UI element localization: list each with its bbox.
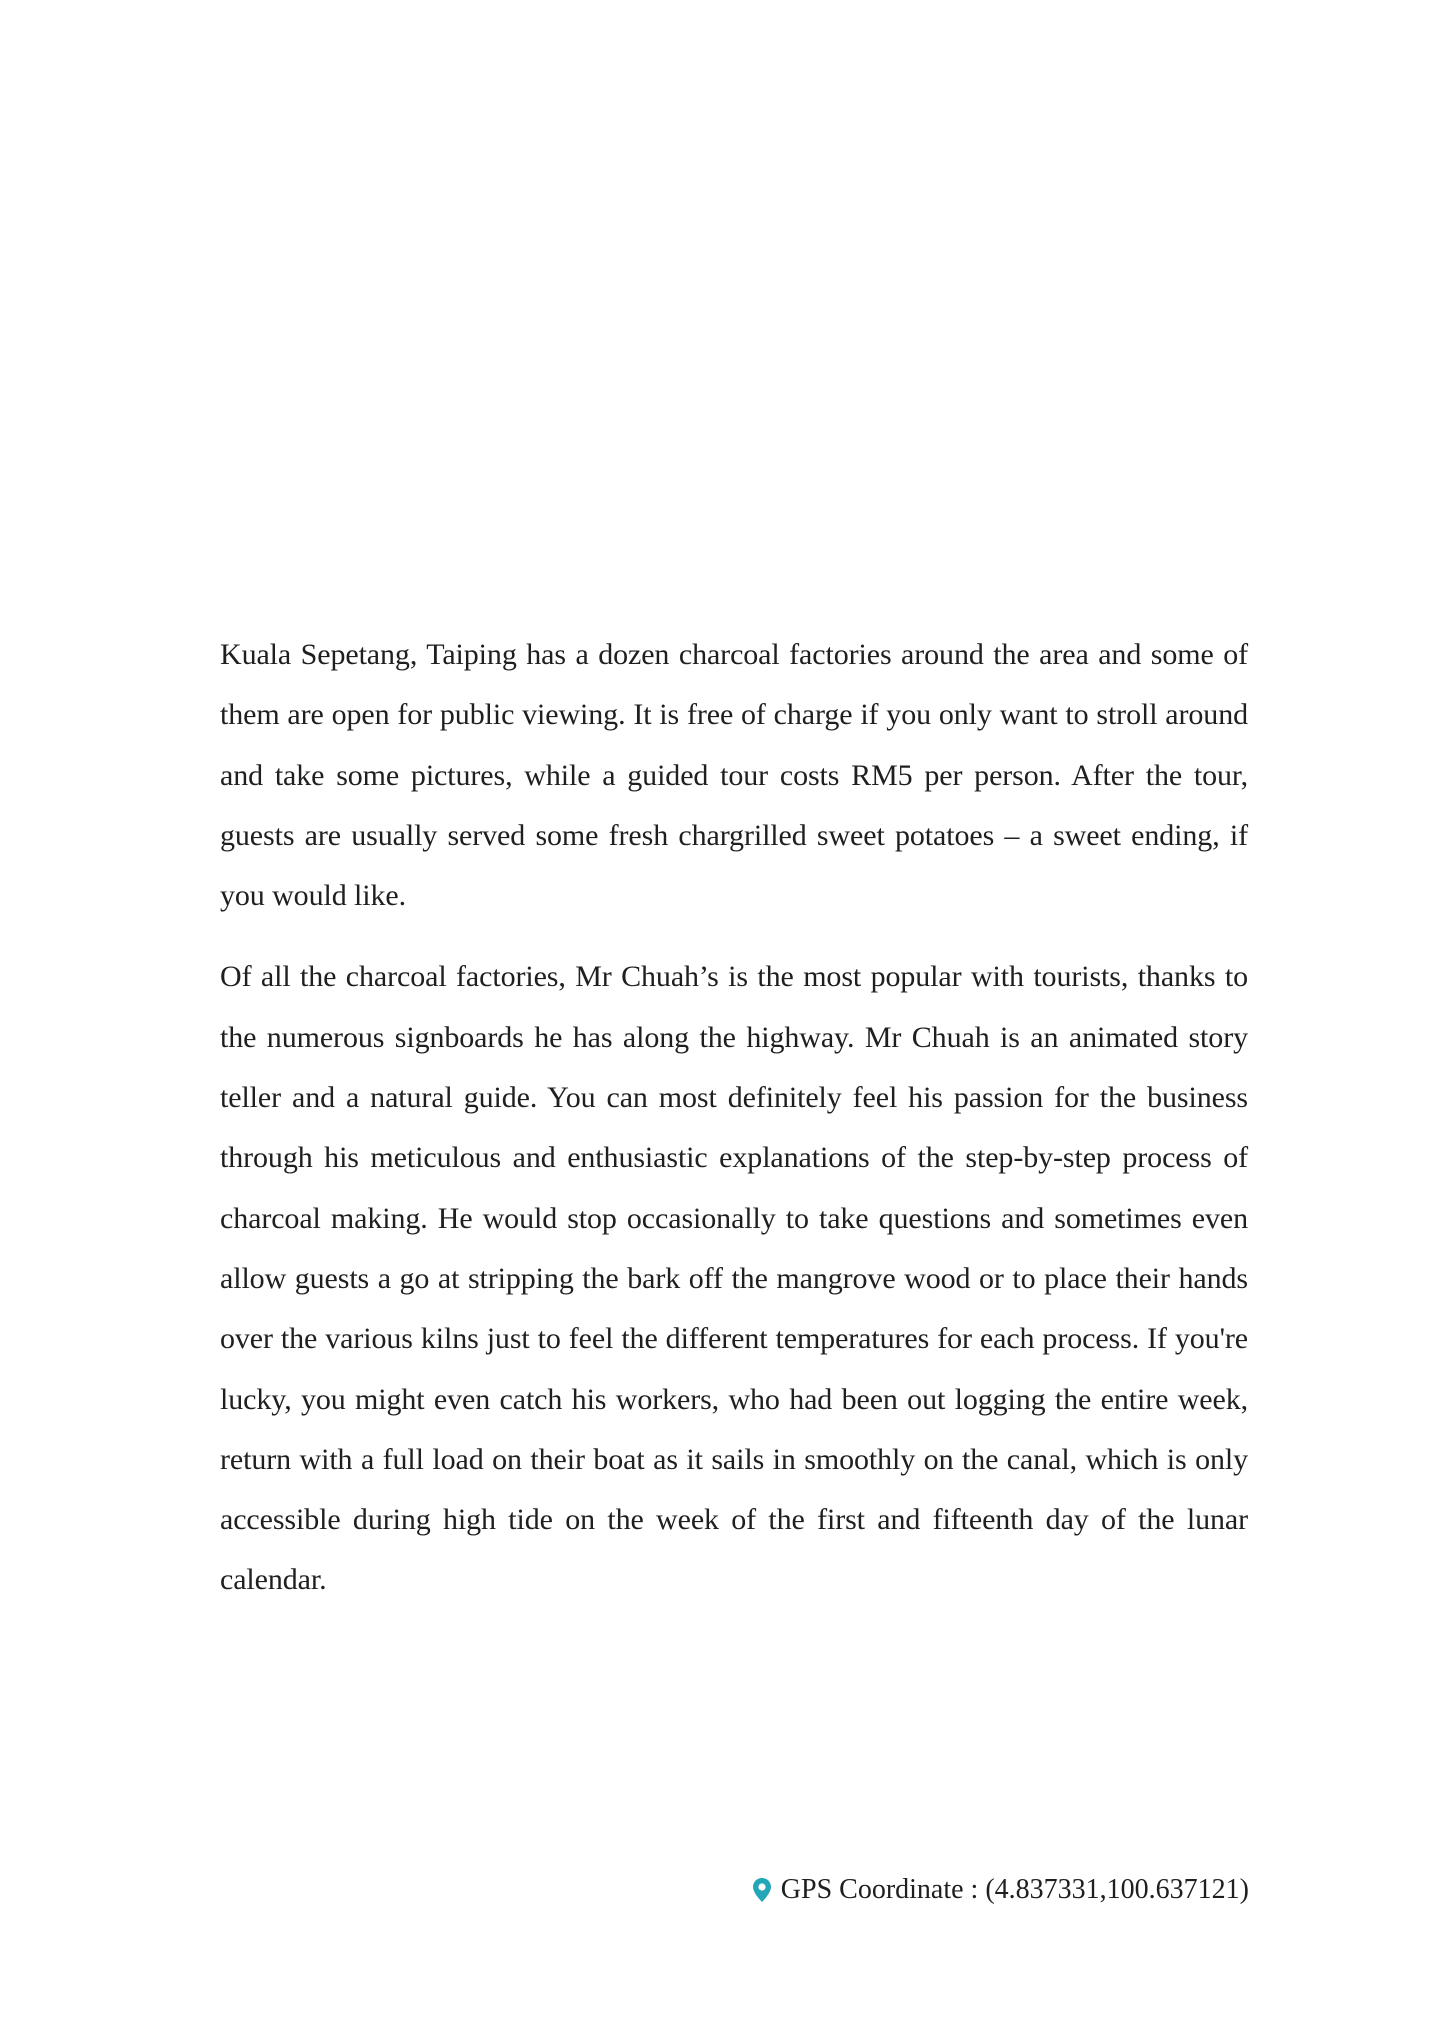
location-pin-icon (752, 1877, 772, 1903)
article-body (220, 625, 1248, 1633)
gps-coordinate-text: GPS Coordinate : (4.837331,100.637121) (780, 1874, 1249, 1905)
paragraph-2: Of all the charcoal factories, Mr Chuah’s is the most popular with tourists, thanks to the numerous signboards he has along the highway. Mr Chuah is an animated story teller and a natural guide. You can most definitely feel his passion for the business through his meticulous and enthusiastic explanations of the step-by-step process of charcoal making. He would stop occasionally to take questions and sometimes even allow guests a go at stripping the bark off the mangrove wood or to place their hands over the various kilns just to feel the different temperatures for each process. If you're lucky, you might even catch his workers, who had been out logging the entire week, return with a full load on their boat as it sails in smoothly on the canal, which is only accessible during high tide on the week of the first and fifteenth day of the lunar calendar. (220, 960, 1248, 1597)
gps-coordinate (752, 1872, 1249, 1908)
paragraph-1: Kuala Sepetang, Taiping has a dozen charcoal factories around the area and some of them are open for public viewing. It is free of charge if you only want to stroll around and take some pictures, while a guided tour costs RM5 per person. After the tour, guests are usually served some fresh chargrilled sweet potatoes – a sweet ending, if you would like. (220, 638, 1248, 913)
